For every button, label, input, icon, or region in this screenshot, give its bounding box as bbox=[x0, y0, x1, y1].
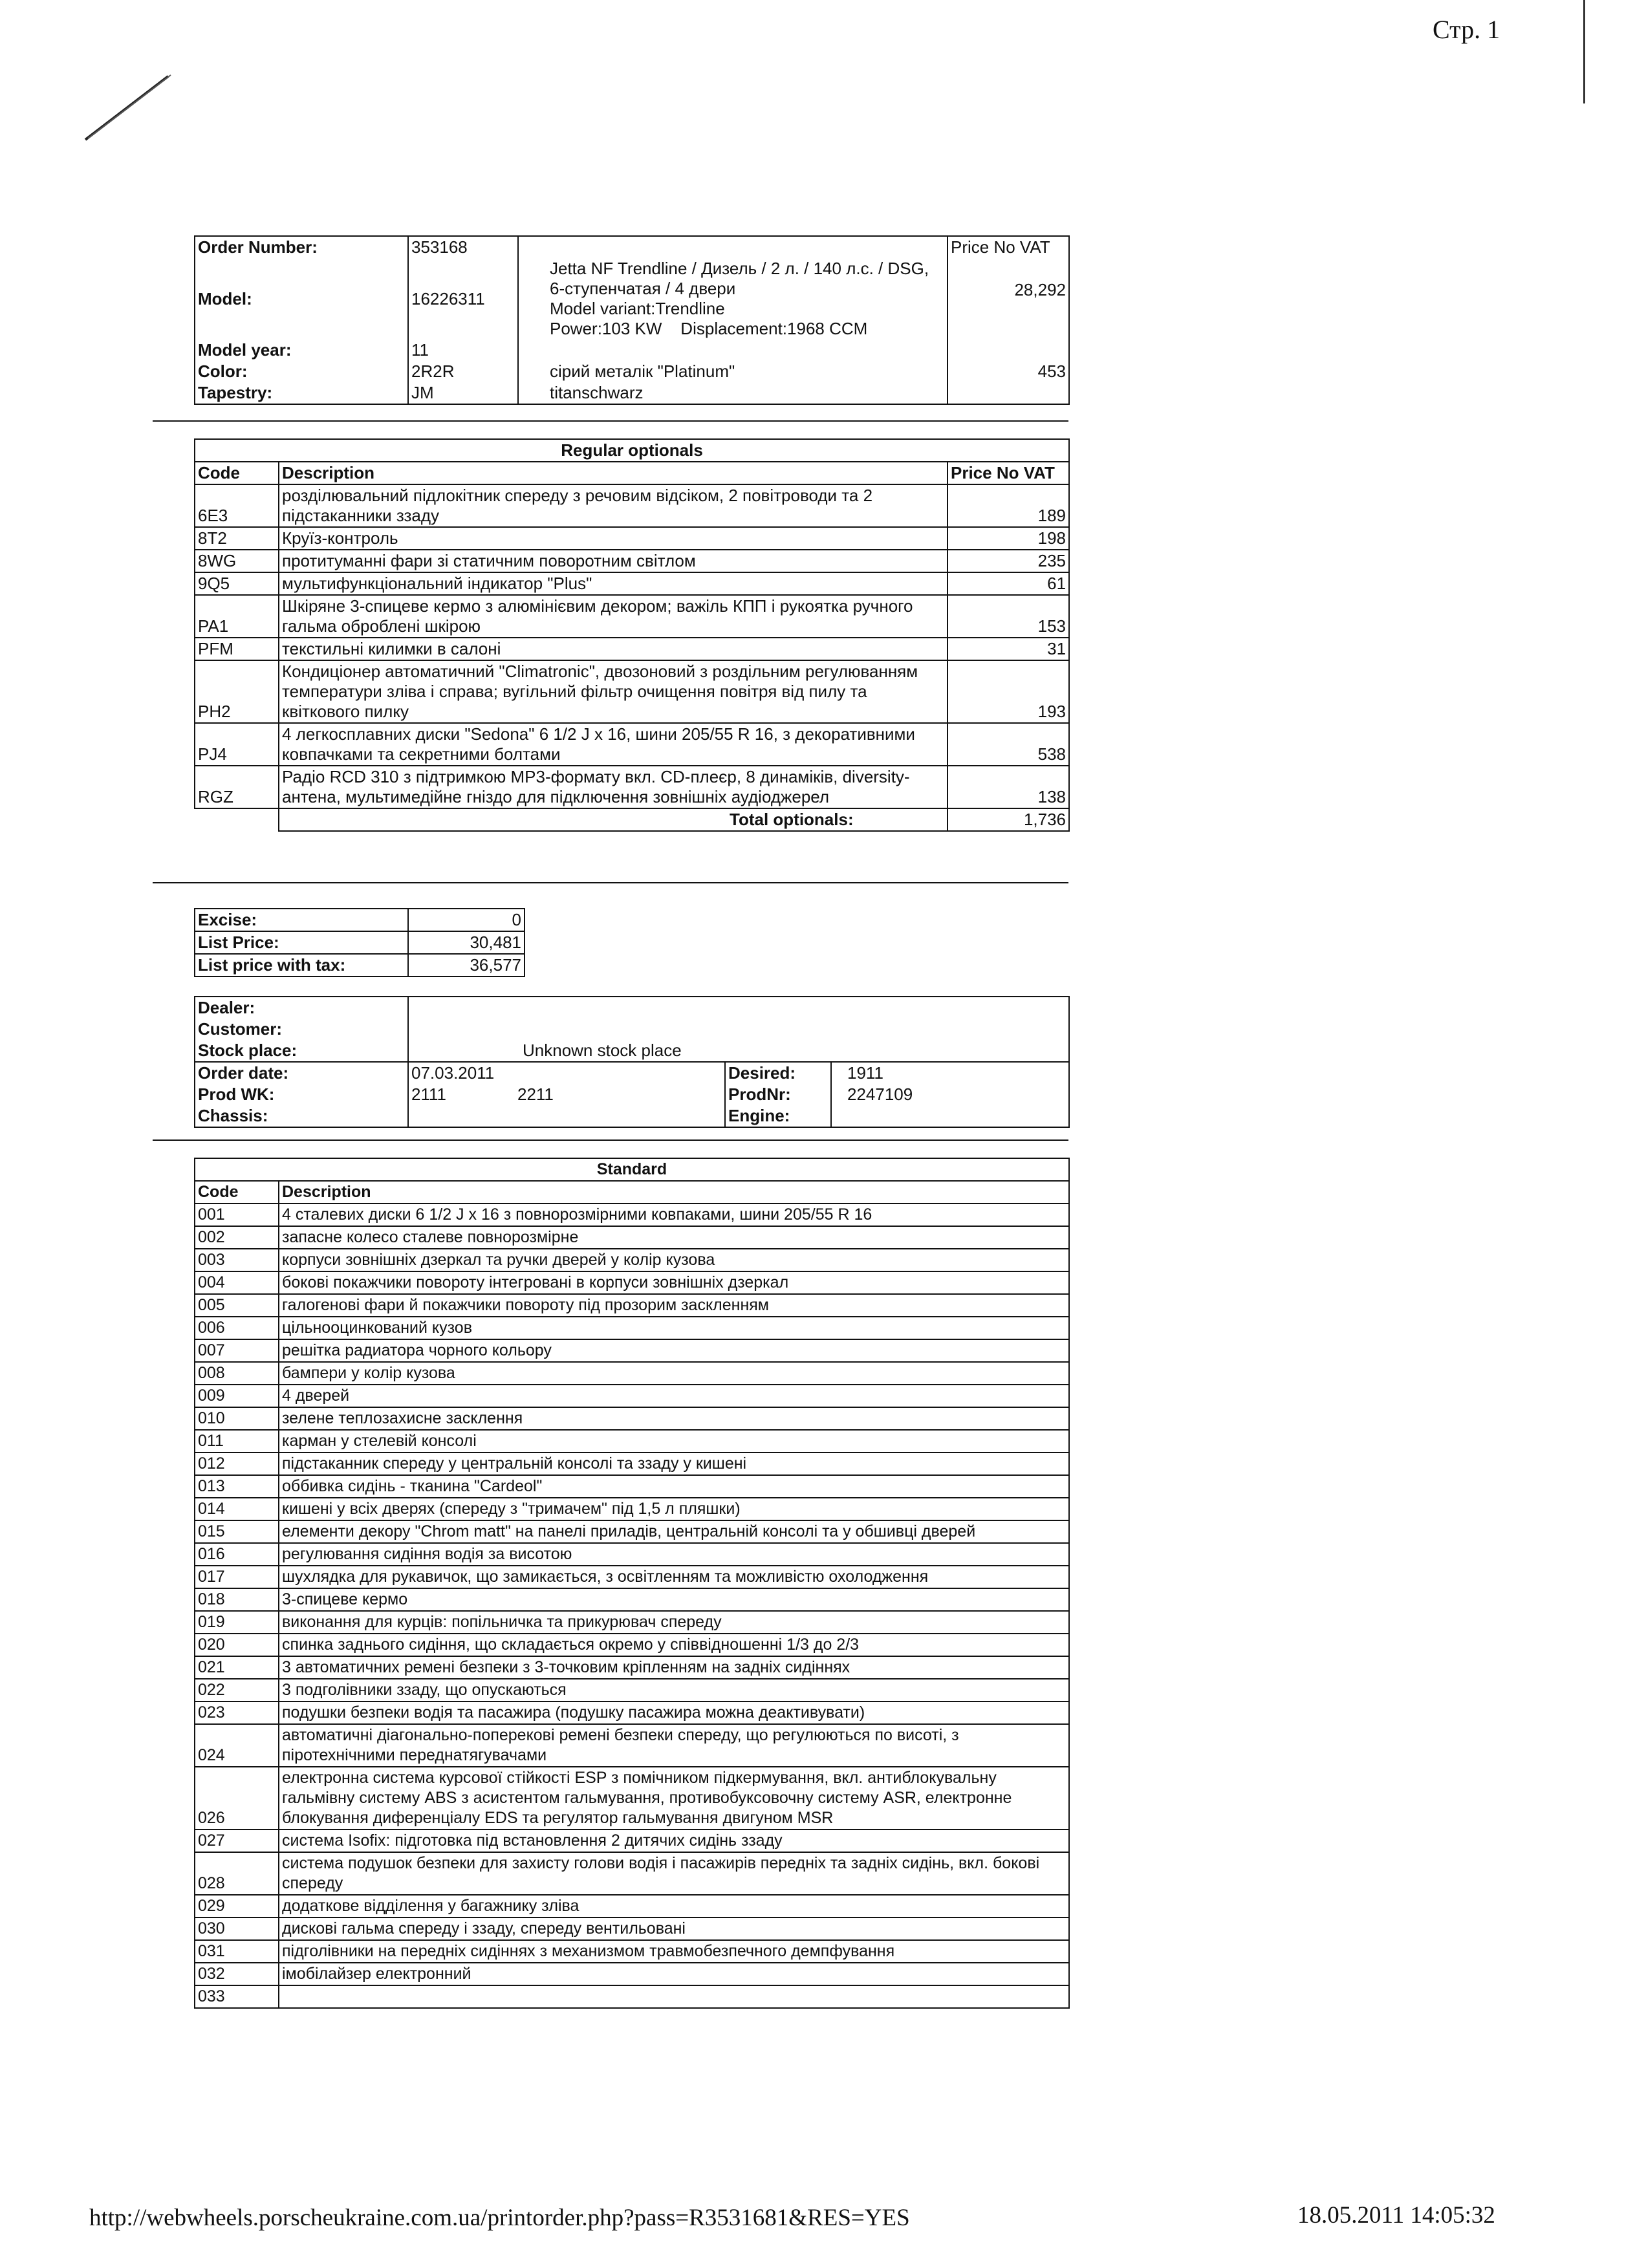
option-description: протитуманні фари зі статичним поворотним світлом bbox=[279, 550, 947, 572]
section-divider bbox=[153, 1139, 1068, 1141]
color-description: сірий металік "Platinum" bbox=[518, 361, 947, 382]
standard-code: 011 bbox=[195, 1430, 279, 1453]
standard-col-code: Code bbox=[195, 1181, 279, 1204]
option-code: PJ4 bbox=[195, 723, 279, 766]
standard-equipment-section bbox=[194, 1158, 1068, 2009]
standard-item-row bbox=[195, 1475, 1069, 1498]
standard-description: елементи декору "Chrom matt" на панелі приладів, центральній консолі та у обшивці дверей bbox=[279, 1520, 1069, 1543]
order-number-row bbox=[195, 236, 1069, 258]
prodnr-value: 2247109 bbox=[831, 1084, 1069, 1105]
model-year-value: 11 bbox=[408, 340, 518, 361]
standard-description: електронна система курсової стійкості ESP з помічником підкермування, вкл. антиблокувальну гальмівну систему ABS з асистентом гальмування, противобуксовочну систему ASR, електронне блокування диференціалу EDS та регулятор гальмування двигуном MSR bbox=[279, 1767, 1069, 1830]
standard-code: 018 bbox=[195, 1588, 279, 1611]
regular-optionals-table bbox=[194, 438, 1070, 832]
option-description: Шкіряне 3-спицеве кермо з алюмінієвим декором; важіль КПП і рукоятка ручного гальма оброблені шкірою bbox=[279, 595, 947, 638]
section-divider bbox=[153, 882, 1068, 883]
standard-item-row bbox=[195, 1430, 1069, 1453]
option-price: 138 bbox=[947, 766, 1069, 808]
page-number: Стр. 1 bbox=[1433, 15, 1500, 44]
option-price: 193 bbox=[947, 660, 1069, 723]
option-code: 8T2 bbox=[195, 527, 279, 550]
standard-description: галогенові фари й покажчики повороту під прозорим заскленням bbox=[279, 1294, 1069, 1317]
option-code: 9Q5 bbox=[195, 572, 279, 595]
model-row bbox=[195, 258, 1069, 340]
standard-item-row bbox=[195, 1543, 1069, 1566]
option-description: Радіо RCD 310 з підтримкою MP3-формату вкл. CD-плеєр, 8 динаміків, diversity-антена, мультимедійне гніздо для підключення зовнішніх аудіоджерел bbox=[279, 766, 947, 808]
footer-datetime: 18.05.2011 14:05:32 bbox=[1297, 2202, 1495, 2229]
standard-code: 006 bbox=[195, 1317, 279, 1339]
standard-item-row bbox=[195, 1317, 1069, 1339]
standard-code: 004 bbox=[195, 1271, 279, 1294]
total-optionals-value: 1,736 bbox=[947, 808, 1069, 831]
order-date-value: 07.03.2011 bbox=[408, 1062, 725, 1084]
order-number-value: 353168 bbox=[408, 236, 518, 258]
standard-code: 008 bbox=[195, 1362, 279, 1385]
excise-value: 0 bbox=[408, 909, 525, 931]
standard-code: 003 bbox=[195, 1249, 279, 1271]
standard-description: корпуси зовнішніх дзеркал та ручки дверей у колір кузова bbox=[279, 1249, 1069, 1271]
price-totals-section bbox=[194, 908, 524, 977]
option-price: 198 bbox=[947, 527, 1069, 550]
total-optionals-row bbox=[195, 808, 1069, 831]
standard-description: підголівники на передніх сидіннях з механизмом травмобезпечного демпфування bbox=[279, 1940, 1069, 1963]
standard-equipment-table bbox=[194, 1158, 1070, 2009]
standard-description: спинка заднього сидіння, що складається окремо у співвідношенні 1/3 до 2/3 bbox=[279, 1634, 1069, 1656]
model-year-row bbox=[195, 340, 1069, 361]
stock-place-label: Stock place: bbox=[195, 1040, 408, 1062]
model-description: Jetta NF Trendline / Дизель / 2 л. / 140 л.с. / DSG, 6-ступенчатая / 4 двери Model variant:Trendline Power:103 KW Displacement:1968 CCM bbox=[518, 258, 947, 340]
regular-option-row bbox=[195, 527, 1069, 550]
standard-description: решітка радиатора чорного кольору bbox=[279, 1339, 1069, 1362]
option-price: 538 bbox=[947, 723, 1069, 766]
standard-item-row bbox=[195, 1566, 1069, 1588]
tapestry-code: JM bbox=[408, 382, 518, 404]
standard-description: 4 сталевих диски 6 1/2 J x 16 з повнорозмірними ковпаками, шини 205/55 R 16 bbox=[279, 1204, 1069, 1226]
standard-code: 024 bbox=[195, 1724, 279, 1767]
list-price-value: 30,481 bbox=[408, 931, 525, 954]
standard-code: 007 bbox=[195, 1339, 279, 1362]
standard-item-row bbox=[195, 1226, 1069, 1249]
tapestry-row bbox=[195, 382, 1069, 404]
standard-item-row bbox=[195, 1588, 1069, 1611]
standard-description bbox=[279, 1985, 1069, 2008]
option-description: розділювальний підлокітник спереду з речовим відсіком, 2 повітроводи та 2 підстаканники ззаду bbox=[279, 484, 947, 527]
standard-description: бампери у колір кузова bbox=[279, 1362, 1069, 1385]
order-number-label: Order Number: bbox=[195, 236, 408, 258]
standard-description: 3 автоматичних ремені безпеки з 3-точковим кріпленням на задніх сидіннях bbox=[279, 1656, 1069, 1679]
standard-item-row bbox=[195, 1498, 1069, 1520]
standard-description: 4 дверей bbox=[279, 1385, 1069, 1407]
standard-code: 005 bbox=[195, 1294, 279, 1317]
standard-description: подушки безпеки водія та пасажира (подушку пасажира можна деактивувати) bbox=[279, 1701, 1069, 1724]
standard-item-row bbox=[195, 1634, 1069, 1656]
footer-url: http://webwheels.porscheukraine.com.ua/printorder.php?pass=R3531681&RES=YES bbox=[89, 2205, 910, 2231]
standard-item-row bbox=[195, 1940, 1069, 1963]
standard-description: 3 подголівники ззаду, що опускаються bbox=[279, 1679, 1069, 1701]
standard-code: 014 bbox=[195, 1498, 279, 1520]
option-code: PFM bbox=[195, 638, 279, 660]
order-date-label: Order date: bbox=[195, 1062, 408, 1084]
regular-title: Regular optionals bbox=[195, 439, 1069, 462]
standard-item-row bbox=[195, 1249, 1069, 1271]
standard-description: оббивка сидінь - тканина "Cardeol" bbox=[279, 1475, 1069, 1498]
standard-description: додаткове відділення у багажнику зліва bbox=[279, 1895, 1069, 1917]
standard-code: 029 bbox=[195, 1895, 279, 1917]
regular-option-row bbox=[195, 723, 1069, 766]
standard-item-row bbox=[195, 1453, 1069, 1475]
price-header: Price No VAT bbox=[947, 236, 1069, 258]
customer-label: Customer: bbox=[195, 1019, 408, 1040]
chassis-label: Chassis: bbox=[195, 1105, 408, 1127]
desired-label: Desired: bbox=[725, 1062, 831, 1084]
price-totals-table bbox=[194, 908, 525, 977]
tapestry-label: Tapestry: bbox=[195, 382, 408, 404]
regular-header-row bbox=[195, 462, 1069, 484]
model-label: Model: bbox=[195, 258, 408, 340]
scan-edge-line bbox=[1583, 0, 1585, 103]
standard-description: імобілайзер електронний bbox=[279, 1963, 1069, 1985]
color-price: 453 bbox=[947, 361, 1069, 382]
standard-code: 033 bbox=[195, 1985, 279, 2008]
standard-description: підстаканник спереду у центральній консолі та ззаду у кишені bbox=[279, 1453, 1069, 1475]
section-divider bbox=[153, 420, 1068, 422]
standard-item-row bbox=[195, 1204, 1069, 1226]
regular-optionals-section bbox=[194, 438, 1068, 832]
list-price-label: List Price: bbox=[195, 931, 408, 954]
standard-item-row bbox=[195, 1385, 1069, 1407]
color-row bbox=[195, 361, 1069, 382]
color-label: Color: bbox=[195, 361, 408, 382]
standard-code: 001 bbox=[195, 1204, 279, 1226]
option-price: 235 bbox=[947, 550, 1069, 572]
standard-item-row bbox=[195, 1407, 1069, 1430]
prodnr-label: ProdNr: bbox=[725, 1084, 831, 1105]
standard-code: 032 bbox=[195, 1963, 279, 1985]
standard-description: автоматичні діагонально-поперекові ремені безпеки спереду, що регулюються по висоті, з піротехнічними переднатягувачами bbox=[279, 1724, 1069, 1767]
dealer-info-table bbox=[194, 996, 1070, 1128]
stock-place-value: Unknown stock place bbox=[408, 1040, 1069, 1062]
standard-item-row bbox=[195, 1520, 1069, 1543]
option-price: 61 bbox=[947, 572, 1069, 595]
option-code: 6E3 bbox=[195, 484, 279, 527]
pen-stroke-mark bbox=[83, 72, 173, 144]
standard-item-row bbox=[195, 1767, 1069, 1830]
option-price: 189 bbox=[947, 484, 1069, 527]
total-optionals-label: Total optionals: bbox=[279, 808, 947, 831]
regular-option-row bbox=[195, 595, 1069, 638]
list-price-tax-value: 36,577 bbox=[408, 954, 525, 977]
standard-title: Standard bbox=[195, 1158, 1069, 1181]
option-description: 4 легкосплавних диски "Sedona" 6 1/2 J x 16, шини 205/55 R 16, з декоративними ковпачками та секретними болтами bbox=[279, 723, 947, 766]
order-header-table bbox=[194, 235, 1070, 405]
standard-description: виконання для курців: попільничка та прикурювач спереду bbox=[279, 1611, 1069, 1634]
option-description: мультифункціональний індикатор "Plus" bbox=[279, 572, 947, 595]
standard-description: запасне колесо сталеве повнорозмірне bbox=[279, 1226, 1069, 1249]
regular-option-row bbox=[195, 572, 1069, 595]
standard-code: 026 bbox=[195, 1767, 279, 1830]
option-code: RGZ bbox=[195, 766, 279, 808]
standard-item-row bbox=[195, 1852, 1069, 1895]
standard-code: 020 bbox=[195, 1634, 279, 1656]
option-price: 31 bbox=[947, 638, 1069, 660]
standard-item-row bbox=[195, 1362, 1069, 1385]
standard-description: система Isofix: підготовка під встановлення 2 дитячих сидінь ззаду bbox=[279, 1830, 1069, 1852]
standard-item-row bbox=[195, 1679, 1069, 1701]
dealer-info-section bbox=[194, 996, 1068, 1128]
standard-code: 031 bbox=[195, 1940, 279, 1963]
standard-item-row bbox=[195, 1830, 1069, 1852]
engine-label: Engine: bbox=[725, 1105, 831, 1127]
option-price: 153 bbox=[947, 595, 1069, 638]
standard-description: регулювання сидіння водія за висотою bbox=[279, 1543, 1069, 1566]
standard-item-row bbox=[195, 1271, 1069, 1294]
standard-description: бокові покажчики повороту інтегровані в корпуси зовнішніх дзеркал bbox=[279, 1271, 1069, 1294]
standard-description: дискові гальма спереду і ззаду, спереду вентильовані bbox=[279, 1917, 1069, 1940]
standard-description: карман у стелевій консолі bbox=[279, 1430, 1069, 1453]
regular-option-row bbox=[195, 484, 1069, 527]
standard-item-row bbox=[195, 1339, 1069, 1362]
dealer-label: Dealer: bbox=[195, 997, 408, 1019]
standard-header-row bbox=[195, 1181, 1069, 1204]
standard-item-row bbox=[195, 1294, 1069, 1317]
option-code: PA1 bbox=[195, 595, 279, 638]
standard-code: 022 bbox=[195, 1679, 279, 1701]
standard-description: кишені у всіх дверях (спереду з "тримачем" під 1,5 л пляшки) bbox=[279, 1498, 1069, 1520]
standard-code: 027 bbox=[195, 1830, 279, 1852]
standard-code: 021 bbox=[195, 1656, 279, 1679]
standard-item-row bbox=[195, 1611, 1069, 1634]
standard-code: 010 bbox=[195, 1407, 279, 1430]
standard-description: 3-спицеве кермо bbox=[279, 1588, 1069, 1611]
standard-item-row bbox=[195, 1656, 1069, 1679]
standard-code: 028 bbox=[195, 1852, 279, 1895]
model-year-label: Model year: bbox=[195, 340, 408, 361]
regular-col-description: Description bbox=[279, 462, 947, 484]
option-description: Круїз-контроль bbox=[279, 527, 947, 550]
standard-code: 016 bbox=[195, 1543, 279, 1566]
list-price-tax-label: List price with tax: bbox=[195, 954, 408, 977]
option-code: 8WG bbox=[195, 550, 279, 572]
model-price: 28,292 bbox=[947, 258, 1069, 340]
option-description: текстильні килимки в салоні bbox=[279, 638, 947, 660]
regular-option-row bbox=[195, 660, 1069, 723]
standard-code: 019 bbox=[195, 1611, 279, 1634]
standard-code: 017 bbox=[195, 1566, 279, 1588]
color-code: 2R2R bbox=[408, 361, 518, 382]
regular-col-price: Price No VAT bbox=[947, 462, 1069, 484]
model-code: 16226311 bbox=[408, 258, 518, 340]
standard-item-row bbox=[195, 1724, 1069, 1767]
standard-code: 015 bbox=[195, 1520, 279, 1543]
standard-item-row bbox=[195, 1985, 1069, 2008]
tapestry-description: titanschwarz bbox=[518, 382, 947, 404]
standard-description: система подушок безпеки для захисту голови водія і пасажирів передніх та задніх сидінь, вкл. бокові спереду bbox=[279, 1852, 1069, 1895]
order-header-section bbox=[194, 235, 1068, 405]
standard-code: 030 bbox=[195, 1917, 279, 1940]
standard-item-row bbox=[195, 1963, 1069, 1985]
regular-option-row bbox=[195, 638, 1069, 660]
regular-option-row bbox=[195, 766, 1069, 808]
regular-option-row bbox=[195, 550, 1069, 572]
regular-col-code: Code bbox=[195, 462, 279, 484]
standard-description: цільнооцинкований кузов bbox=[279, 1317, 1069, 1339]
standard-description: шухлядка для рукавичок, що замикається, з освітленням та можливістю охолодження bbox=[279, 1566, 1069, 1588]
standard-code: 013 bbox=[195, 1475, 279, 1498]
standard-code: 002 bbox=[195, 1226, 279, 1249]
desired-value: 1911 bbox=[831, 1062, 1069, 1084]
prod-wk-value: 2111 2211 bbox=[408, 1084, 725, 1105]
standard-code: 009 bbox=[195, 1385, 279, 1407]
standard-code: 012 bbox=[195, 1453, 279, 1475]
standard-code: 023 bbox=[195, 1701, 279, 1724]
standard-col-description: Description bbox=[279, 1181, 1069, 1204]
standard-description: зелене теплозахисне засклення bbox=[279, 1407, 1069, 1430]
standard-item-row bbox=[195, 1917, 1069, 1940]
standard-item-row bbox=[195, 1701, 1069, 1724]
excise-label: Excise: bbox=[195, 909, 408, 931]
standard-item-row bbox=[195, 1895, 1069, 1917]
option-code: PH2 bbox=[195, 660, 279, 723]
option-description: Кондиціонер автоматичний "Climatronic", двозоновий з роздільним регулюванням температури зліва і справа; вугільний фільтр очищення повітря від пилу та квіткового пилку bbox=[279, 660, 947, 723]
prod-wk-label: Prod WK: bbox=[195, 1084, 408, 1105]
